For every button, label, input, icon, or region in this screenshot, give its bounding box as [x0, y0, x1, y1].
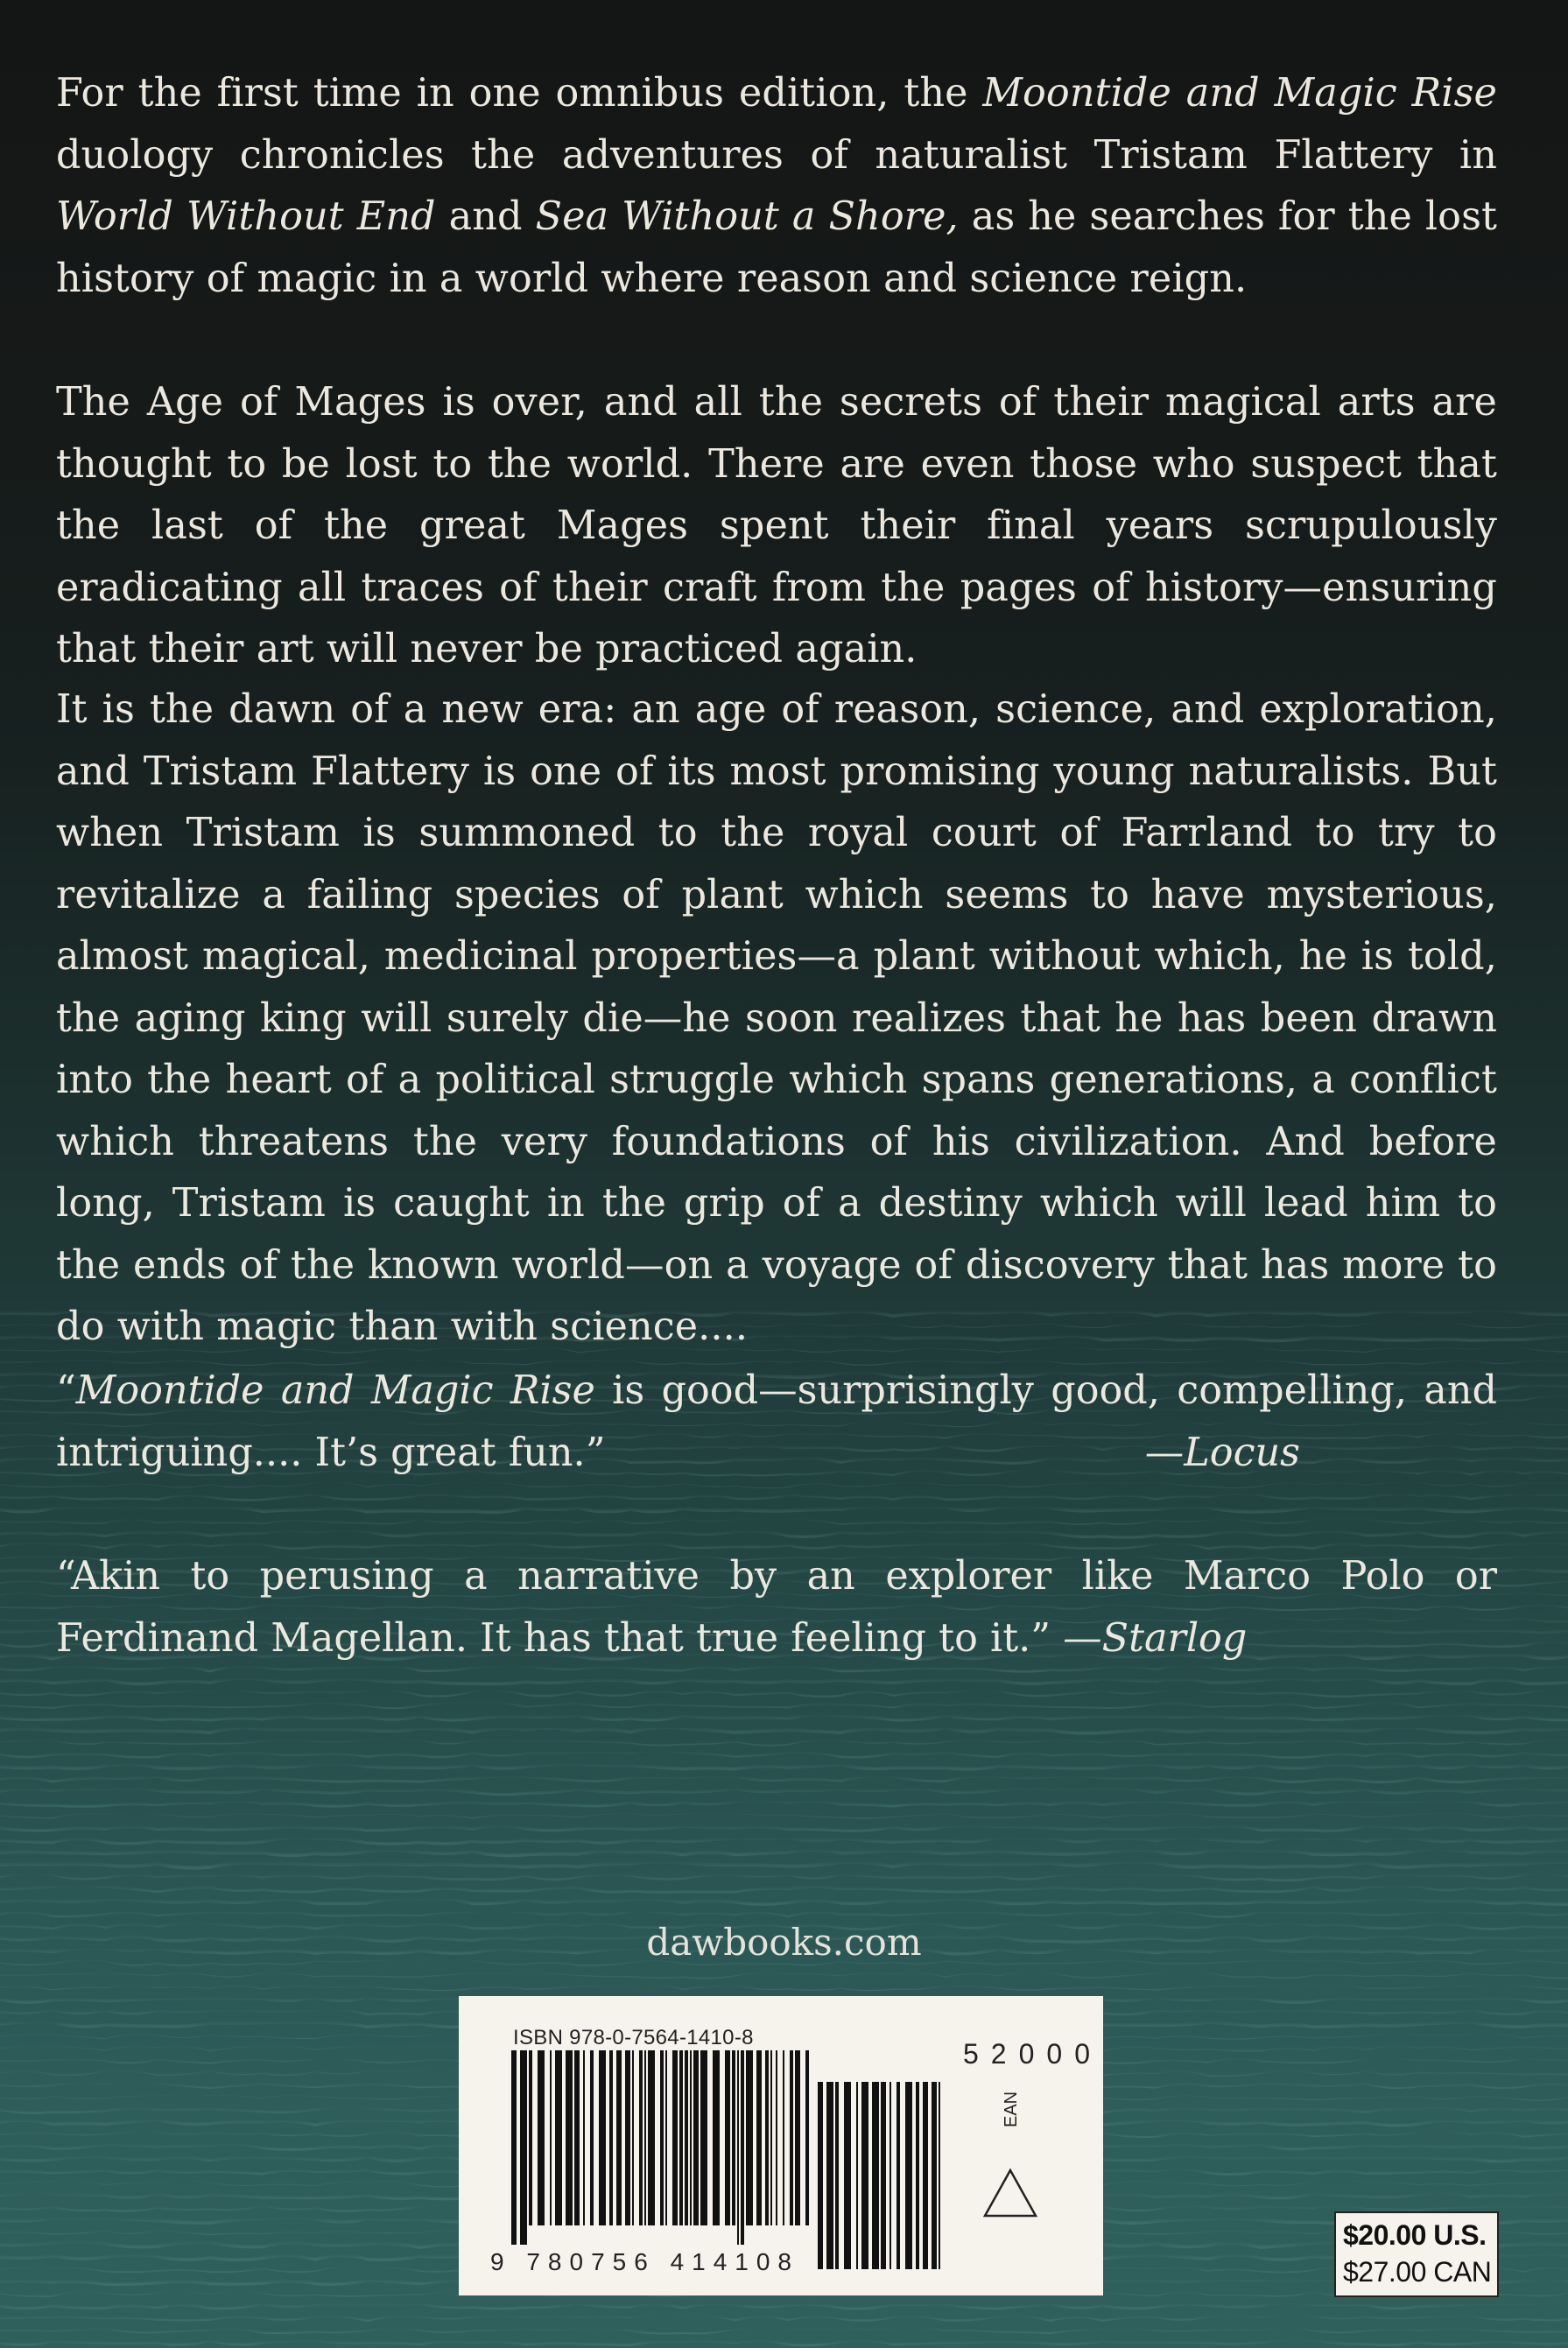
review-quote-starlog: “Akin to perusing a narrative by an explorer like Marco Polo or Ferdinand Magellan. It has that true feeling to it.” —Starlog: [56, 1554, 1497, 1661]
quote-source-locus: —Locus: [1144, 1430, 1300, 1475]
ean-barcode: [511, 2050, 809, 2245]
quote-source-starlog: —Starlog: [1063, 1615, 1248, 1661]
triangle-icon: [982, 2168, 1038, 2218]
addon-barcode: [818, 2082, 946, 2274]
price-label: [1334, 2211, 1499, 2297]
description-paragraph-3: It is the dawn of a new era: an age of reason, science, and exploration, and Tristam Flattery is one of its most promising young naturalists. But when Tristam is summoned to the royal court of Farrland to try to revitalize a failing species of plant which seems to have mysterious, almost magical, medicinal properties—a plant without which, he is told, the aging king will surely die—he soon realizes that he has been drawn into the heart of a political struggle which spans generations, a conflict which threatens the very foundations of his civilization. And before long, Tristam is caught in the grip of a destiny which will lead him to the ends of the known world—on a voyage of discovery that has more to do with magic than with science....: [56, 687, 1497, 1349]
barcode-label: [459, 1996, 1103, 2295]
description-paragraph-1: For the first time in one omnibus edition, the Moontide and Magic Rise duology chronicles the adventures of naturalist Tristam Flattery in World Without End and Sea Without a Shore, as he searches for the lost history of magic in a world where reason and science reign.: [56, 71, 1497, 301]
ean-symbology-label: EAN: [1002, 2091, 1021, 2127]
review-quote-locus: “Moontide and Magic Rise is good—surprisingly good, compelling, and intriguing.... It’s great fun.” —Locus: [56, 1360, 1497, 1484]
price-can: $27.00 CAN: [1343, 2256, 1492, 2288]
addon-digits: 52000: [963, 2038, 1102, 2070]
price-us: $20.00 U.S.: [1343, 2219, 1487, 2251]
publisher-website[interactable]: dawbooks.com: [646, 1921, 922, 1964]
isbn-number: ISBN 978-0-7564-1410-8: [513, 2026, 754, 2049]
description-paragraph-2: The Age of Mages is over, and all the secrets of their magical arts are thought to be lost to the world. There are even those who suspect that the last of the great Mages spent their final years scrupulously eradicating all traces of their craft from the pages of history—ensuring that their art will never be practiced again.: [56, 380, 1497, 671]
barcode-digits: 9 780756 414108: [490, 2248, 799, 2275]
